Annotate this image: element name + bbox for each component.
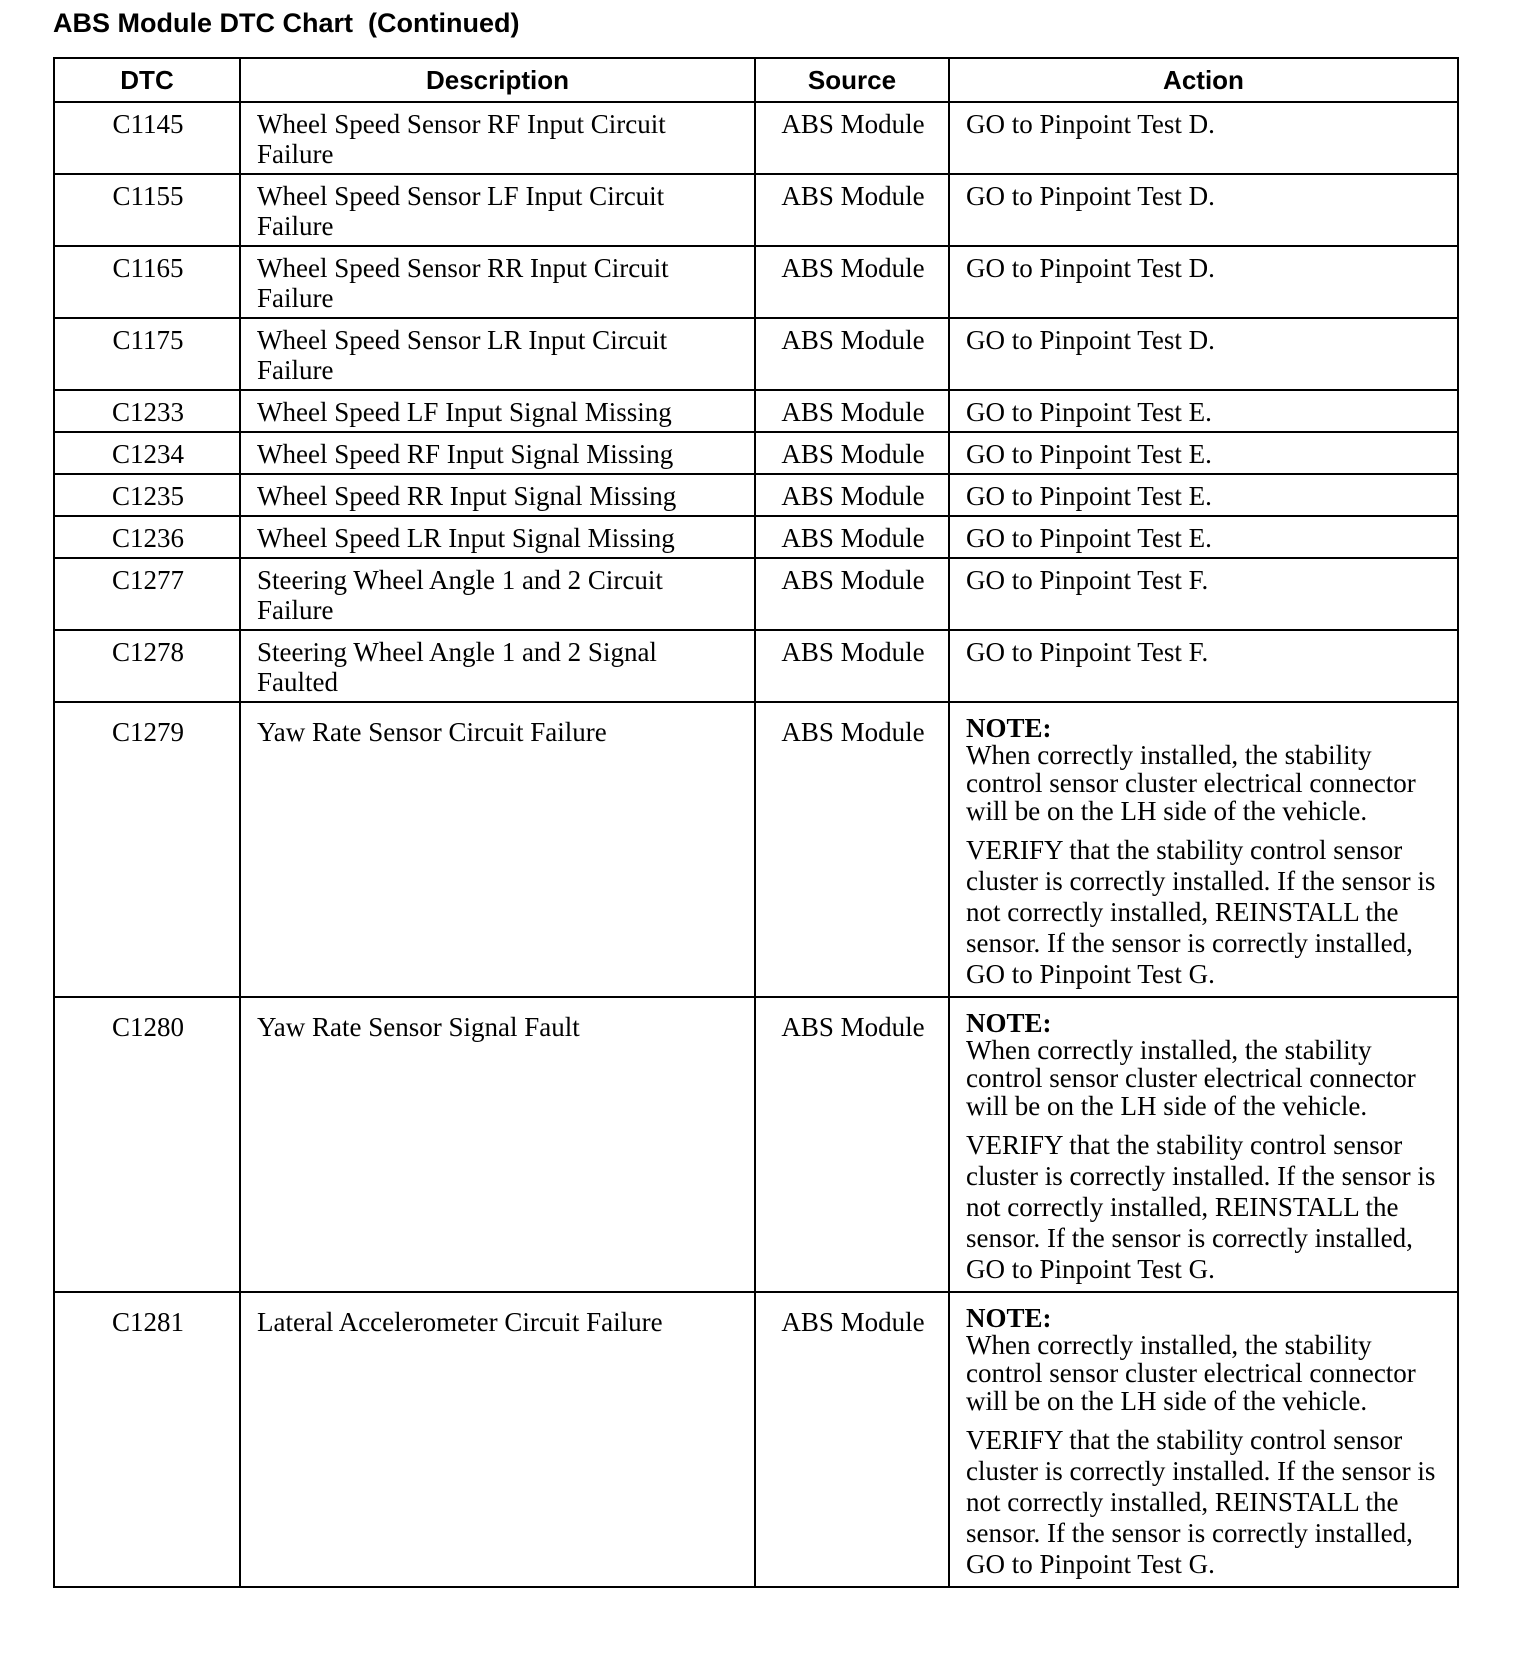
dtc-description: Wheel Speed LR Input Signal Missing xyxy=(240,516,755,558)
table-row xyxy=(54,702,1458,997)
dtc-action: GO to Pinpoint Test D. xyxy=(949,174,1458,246)
note-text: When correctly installed, the stability control sensor cluster electrical connector will be on the LH side of the vehicle. xyxy=(966,740,1416,826)
dtc-action-cell xyxy=(949,1292,1458,1587)
table-row xyxy=(54,318,1458,390)
note-text: When correctly installed, the stability control sensor cluster electrical connector will be on the LH side of the vehicle. xyxy=(966,1330,1416,1416)
dtc-action: VERIFY that the stability control sensor cluster is correctly installed. If the sensor is not correctly installed, REINSTALL the sensor. If the sensor is correctly installed, GO to Pinpoint Test G. xyxy=(966,1130,1436,1284)
note-label: NOTE: xyxy=(966,1008,1052,1038)
dtc-description: Wheel Speed Sensor RR Input Circuit Failure xyxy=(240,246,755,318)
dtc-source: ABS Module xyxy=(755,246,949,318)
dtc-description: Yaw Rate Sensor Signal Fault xyxy=(240,997,755,1292)
dtc-action: GO to Pinpoint Test D. xyxy=(949,318,1458,390)
dtc-code: C1280 xyxy=(54,997,240,1292)
dtc-source: ABS Module xyxy=(755,474,949,516)
dtc-action: GO to Pinpoint Test F. xyxy=(949,558,1458,630)
dtc-code: C1235 xyxy=(54,474,240,516)
dtc-source: ABS Module xyxy=(755,630,949,702)
dtc-source: ABS Module xyxy=(755,516,949,558)
dtc-description: Wheel Speed Sensor RF Input Circuit Failure xyxy=(240,102,755,174)
dtc-code: C1175 xyxy=(54,318,240,390)
dtc-description: Steering Wheel Angle 1 and 2 Signal Faulted xyxy=(240,630,755,702)
table-row xyxy=(54,630,1458,702)
dtc-code: C1145 xyxy=(54,102,240,174)
dtc-action-cell xyxy=(949,997,1458,1292)
dtc-code: C1155 xyxy=(54,174,240,246)
dtc-description: Wheel Speed RR Input Signal Missing xyxy=(240,474,755,516)
dtc-action: GO to Pinpoint Test E. xyxy=(949,390,1458,432)
dtc-code: C1278 xyxy=(54,630,240,702)
table-row xyxy=(54,997,1458,1292)
dtc-description: Yaw Rate Sensor Circuit Failure xyxy=(240,702,755,997)
dtc-source: ABS Module xyxy=(755,174,949,246)
dtc-code: C1277 xyxy=(54,558,240,630)
dtc-action: VERIFY that the stability control sensor cluster is correctly installed. If the sensor is not correctly installed, REINSTALL the sensor. If the sensor is correctly installed, GO to Pinpoint Test G. xyxy=(966,835,1436,989)
table-row xyxy=(54,558,1458,630)
dtc-code: C1281 xyxy=(54,1292,240,1587)
table-row xyxy=(54,432,1458,474)
dtc-description: Wheel Speed LF Input Signal Missing xyxy=(240,390,755,432)
table-row xyxy=(54,1292,1458,1587)
column-header-source: Source xyxy=(755,58,949,102)
dtc-source: ABS Module xyxy=(755,102,949,174)
dtc-action: VERIFY that the stability control sensor cluster is correctly installed. If the sensor is not correctly installed, REINSTALL the sensor. If the sensor is correctly installed, GO to Pinpoint Test G. xyxy=(966,1425,1436,1579)
dtc-source: ABS Module xyxy=(755,702,949,997)
table-header-row xyxy=(54,58,1458,102)
dtc-action: GO to Pinpoint Test F. xyxy=(949,630,1458,702)
dtc-code: C1236 xyxy=(54,516,240,558)
table-row xyxy=(54,390,1458,432)
dtc-action: GO to Pinpoint Test D. xyxy=(949,246,1458,318)
dtc-description: Lateral Accelerometer Circuit Failure xyxy=(240,1292,755,1587)
page-title: ABS Module DTC Chart (Continued) xyxy=(53,8,520,38)
column-header-dtc: DTC xyxy=(54,58,240,102)
dtc-description: Wheel Speed RF Input Signal Missing xyxy=(240,432,755,474)
dtc-source: ABS Module xyxy=(755,432,949,474)
table-row xyxy=(54,102,1458,174)
column-header-description: Description xyxy=(240,58,755,102)
dtc-table xyxy=(53,57,1459,1588)
dtc-code: C1233 xyxy=(54,390,240,432)
dtc-action: GO to Pinpoint Test E. xyxy=(949,432,1458,474)
dtc-code: C1165 xyxy=(54,246,240,318)
dtc-action-cell xyxy=(949,702,1458,997)
dtc-action: GO to Pinpoint Test E. xyxy=(949,516,1458,558)
dtc-description: Steering Wheel Angle 1 and 2 Circuit Failure xyxy=(240,558,755,630)
note-label: NOTE: xyxy=(966,1303,1052,1333)
dtc-source: ABS Module xyxy=(755,558,949,630)
dtc-description: Wheel Speed Sensor LF Input Circuit Failure xyxy=(240,174,755,246)
dtc-code: C1234 xyxy=(54,432,240,474)
note-label: NOTE: xyxy=(966,713,1052,743)
dtc-action: GO to Pinpoint Test E. xyxy=(949,474,1458,516)
column-header-action: Action xyxy=(949,58,1458,102)
table-row xyxy=(54,174,1458,246)
dtc-source: ABS Module xyxy=(755,318,949,390)
table-row xyxy=(54,474,1458,516)
table-row xyxy=(54,246,1458,318)
dtc-description: Wheel Speed Sensor LR Input Circuit Failure xyxy=(240,318,755,390)
dtc-source: ABS Module xyxy=(755,1292,949,1587)
dtc-source: ABS Module xyxy=(755,997,949,1292)
note-text: When correctly installed, the stability control sensor cluster electrical connector will be on the LH side of the vehicle. xyxy=(966,1035,1416,1121)
dtc-code: C1279 xyxy=(54,702,240,997)
dtc-action: GO to Pinpoint Test D. xyxy=(949,102,1458,174)
dtc-source: ABS Module xyxy=(755,390,949,432)
table-row xyxy=(54,516,1458,558)
